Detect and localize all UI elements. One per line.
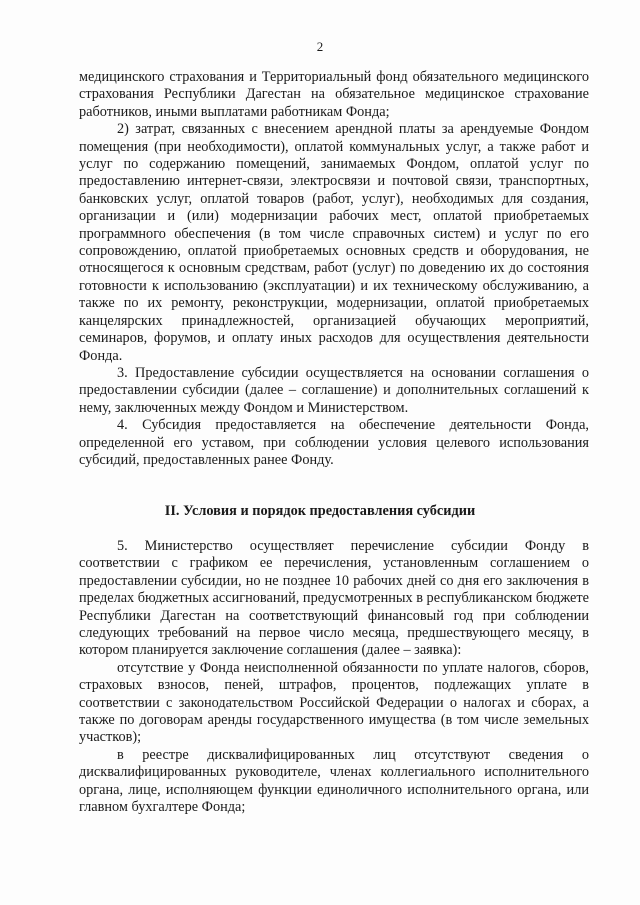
section-two-body: [79, 538, 589, 817]
paragraph-continuation: медицинского страхования и Территориальный фонд обязательного медицинского страхования Республики Дагестан на обязательное медицинское страхование работников, иными выплатами работникам Фонда;: [79, 69, 589, 120]
paragraph-item-3: 3. Предоставление субсидии осуществляется на основании соглашения о предоставлении субсидии (далее – соглашение) и дополнительных соглашений к нему, заключенных между Фондом и Министерством.: [79, 364, 589, 416]
section-heading: II. Условия и порядок предоставления субсидии: [164, 503, 476, 519]
paragraph-item-5: 5. Министерство осуществляет перечисление субсидии Фонду в соответствии с графиком ее перечисления, установленным соглашением о предоставлении субсидии, но не позднее 10 рабочих дней со дня его заключения в пределах бюджетных ассигнований, предусмотренных в республиканском бюджете Республики Дагестан на соответствующий финансовый год при соблюдении следующих требований на первое число месяца, предшествующего месяцу, в котором планируется заключение соглашения (далее – заявка):: [79, 538, 589, 659]
paragraph-requirement-taxes: отсутствие у Фонда неисполненной обязанности по уплате налогов, сборов, страховых взносов, пеней, штрафов, процентов, подлежащих уплате в соответствии с законодательством Российской Федерации о налогах и сборах, а также по договорам аренды государственного имущества (в том числе земельных участков);: [79, 659, 589, 746]
paragraph-item-4: 4. Субсидия предоставляется на обеспечение деятельности Фонда, определенной его уставом, при соблюдении условия целевого использования субсидий, предоставленных ранее Фонду.: [79, 417, 589, 468]
section-one-body: [79, 69, 589, 469]
page-number: 2: [316, 39, 324, 54]
paragraph-item-2: 2) затрат, связанных с внесением арендной платы за арендуемые Фондом помещения (при необходимости), оплатой коммунальных услуг, а также работ и услуг по содержанию помещений, занимаемых Фондом, оплатой услуг по предоставлению интернет-связи, электросвязи и почтовой связи, транспортных, банковских услуг, оплатой товаров (работ, услуг), необходимых для создания, организации и (или) модернизации рабочих мест, оплатой приобретаемых программного обеспечения (в том числе справочных систем) и услуг по его сопровождению, оплатой приобретаемых основных средств и оборудования, не относящегося к основным средствам, работ (услуг) по доведению их до состояния готовности к использованию (эксплуатации) и их техническому обслуживанию, а также по их ремонту, реконструкции, модернизации, оплатой приобретаемых канцелярских принадлежностей, организацией обучающих мероприятий, семинаров, форумов, и оплату иных расходов для осуществления деятельности Фонда.: [79, 121, 589, 364]
paragraph-requirement-registry: в реестре дисквалифицированных лиц отсутствуют сведения о дисквалифицированных руководителе, членах коллегиального исполнительного органа, лице, исполняющем функции единоличного исполнительного органа, или главном бухгалтере Фонда;: [79, 746, 589, 816]
